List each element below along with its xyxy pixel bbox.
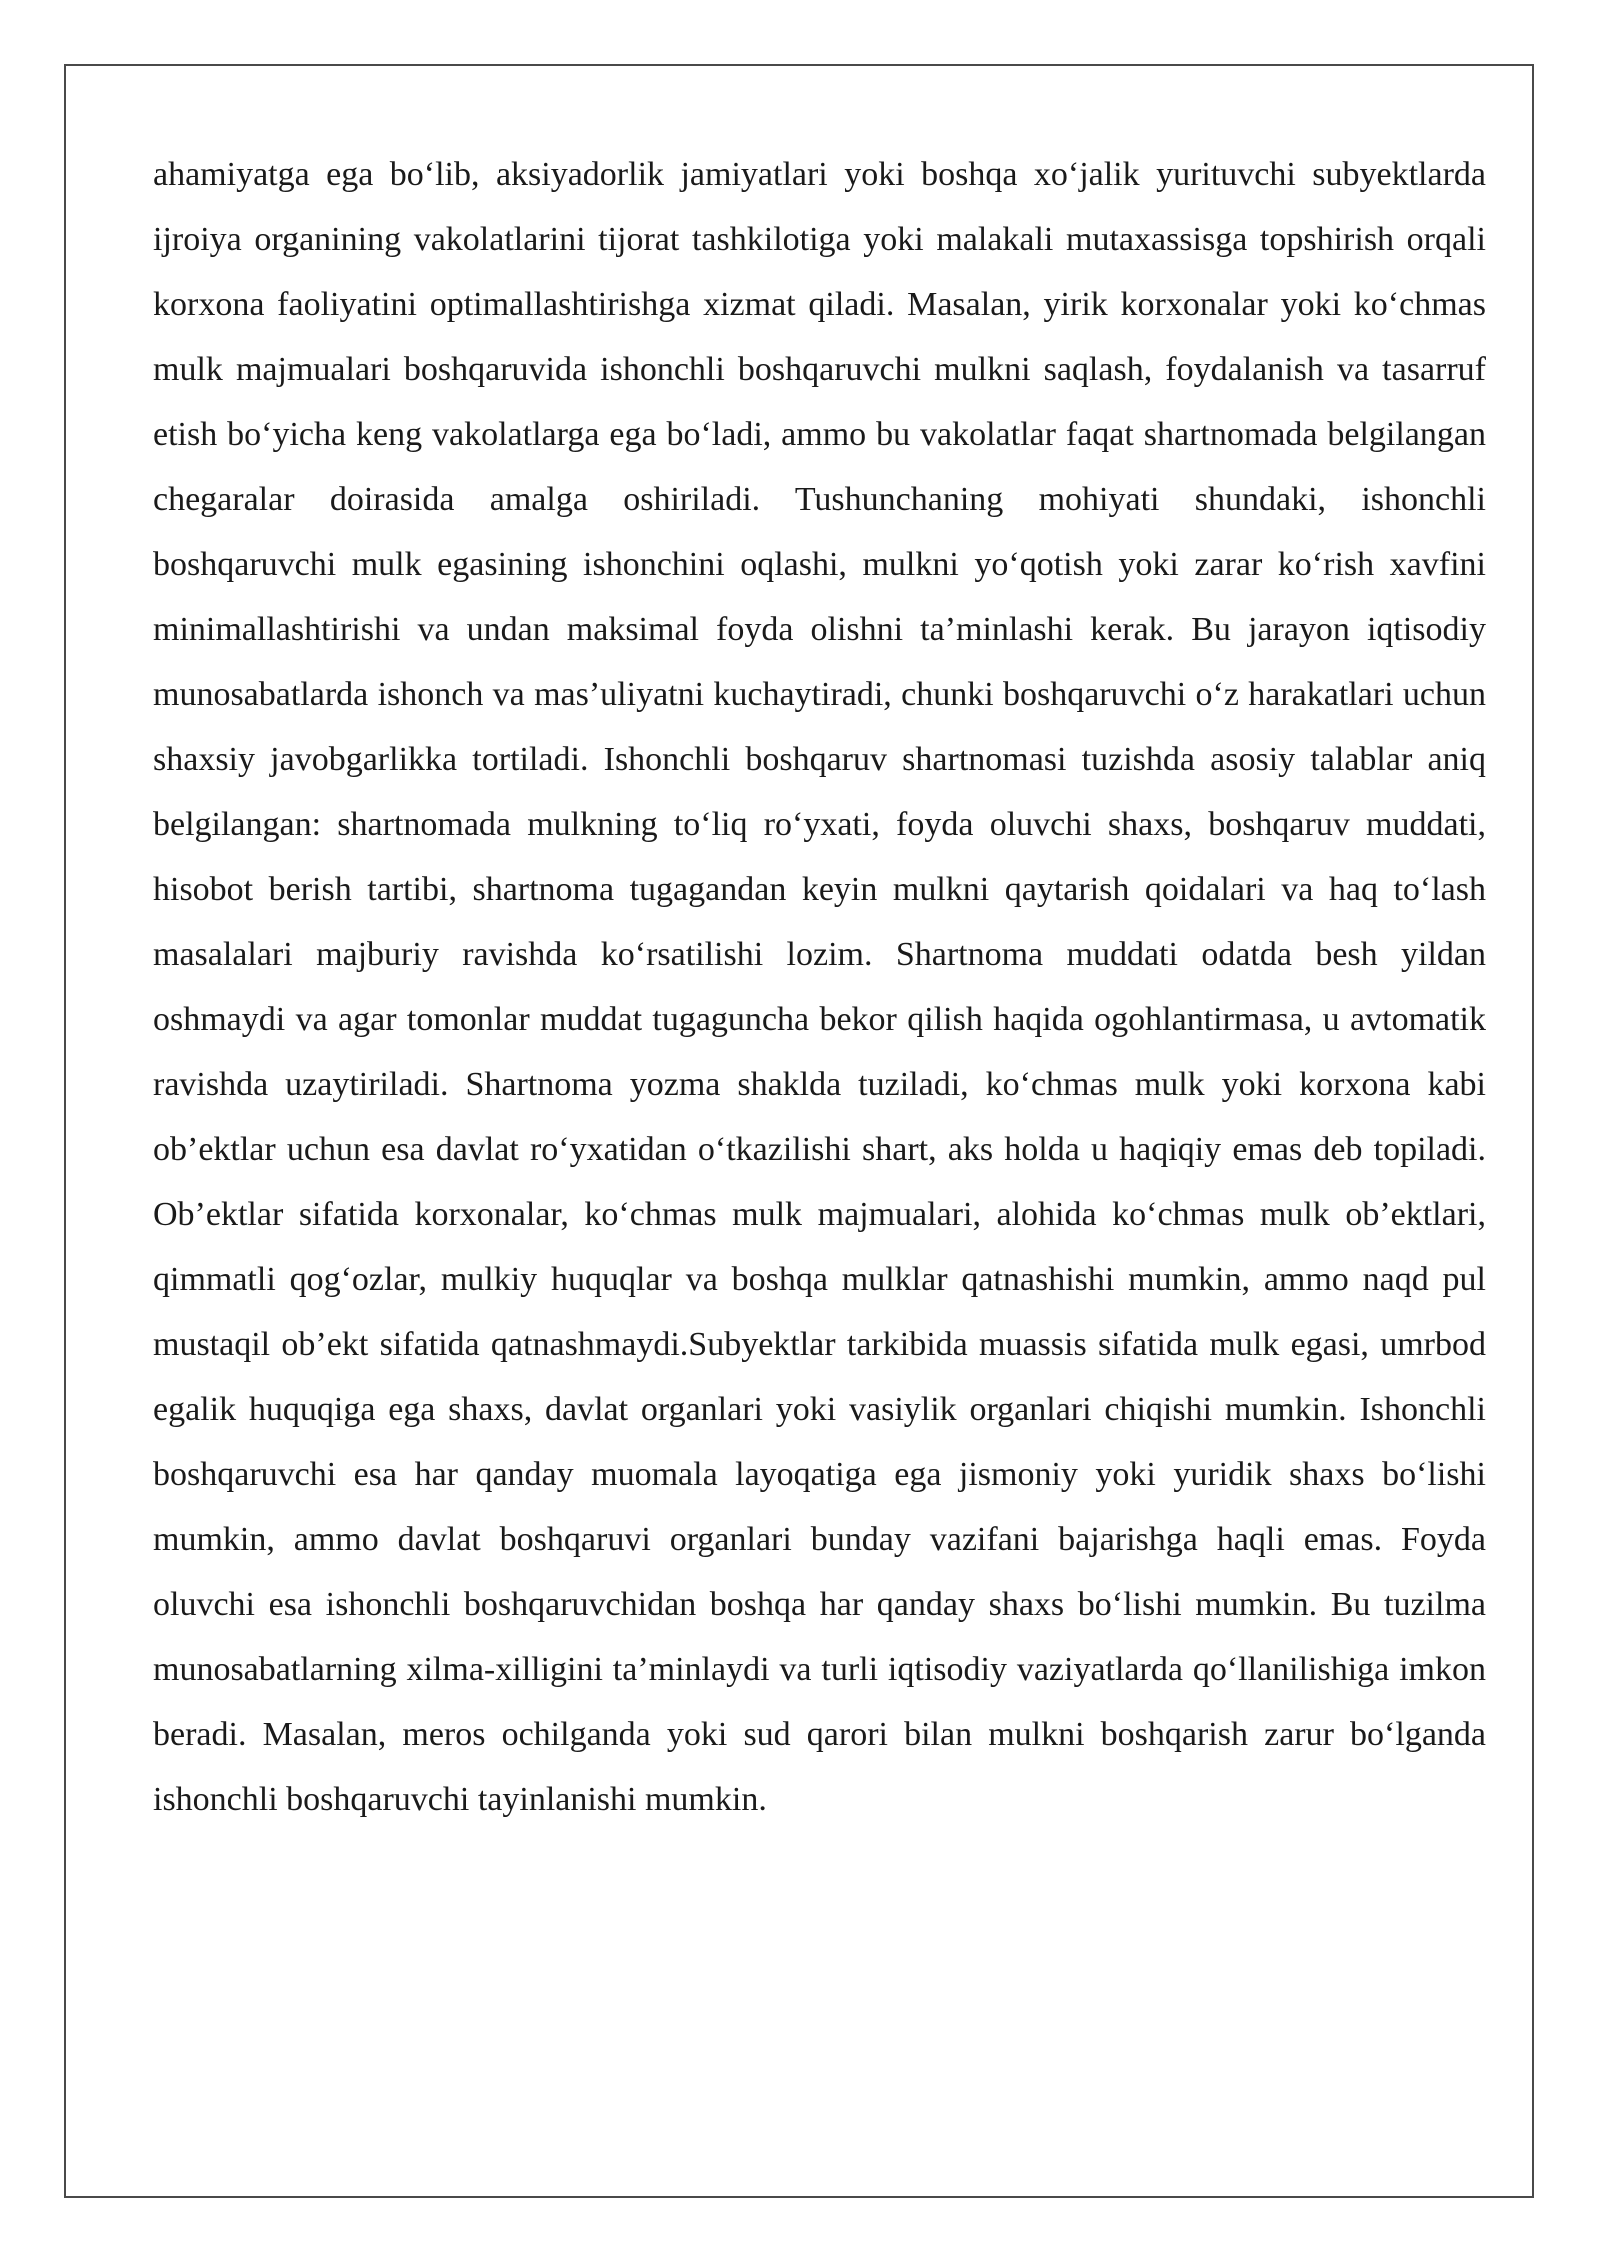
body-paragraph: ahamiyatga ega bo‘lib, aksiyadorlik jamiyatlari yoki boshqa xo‘jalik yurituvchi subyektlarda ijroiya organining vakolatlarini tijorat tashkilotiga yoki malakali mutaxassisga topshirish orqali korxona faoliyatini optimallashtirishga xizmat qiladi. Masalan, yirik korxonalar yoki ko‘chmas mulk majmualari boshqaruvida ishonchli boshqaruvchi mulkni saqlash, foydalanish va tasarruf etish bo‘yicha keng vakolatlarga ega bo‘ladi, ammo bu vakolatlar faqat shartnomada belgilangan chegaralar doirasida amalga oshiriladi. Tushunchaning mohiyati shundaki, ishonchli boshqaruvchi mulk egasining ishonchini oqlashi, mulkni yo‘qotish yoki zarar ko‘rish xavfini minimallashtirishi va undan maksimal foyda olishni ta’minlashi kerak. Bu jarayon iqtisodiy munosabatlarda ishonch va mas’uliyatni kuchaytiradi, chunki boshqaruvchi o‘z harakatlari uchun shaxsiy javobgarlikka tortiladi. Ishonchli boshqaruv shartnomasi tuzishda asosiy talablar aniq belgilangan: shartnomada mulkning to‘liq ro‘yxati, foyda oluvchi shaxs, boshqaruv muddati, hisobot berish tartibi, shartnoma tugagandan keyin mulkni qaytarish qoidalari va haq to‘lash masalalari majburiy ravishda ko‘rsatilishi lozim. Shartnoma muddati odatda besh yildan oshmaydi va agar tomonlar muddat tugaguncha bekor qilish haqida ogohlantirmasa, u avtomatik ravishda uzaytiriladi. Shartnoma yozma shaklda tuziladi, ko‘chmas mulk yoki korxona kabi ob’ektlar uchun esa davlat ro‘yxatidan o‘tkazilishi shart, aks holda u haqiqiy emas deb topiladi. Ob’ektlar sifatida korxonalar, ko‘chmas mulk majmualari, alohida ko‘chmas mulk ob’ektlari, qimmatli qog‘ozlar, mulkiy huquqlar va boshqa mulklar qatnashishi mumkin, ammo naqd pul mustaqil ob’ekt sifatida qatnashmaydi.Subyektlar tarkibida muassis sifatida mulk egasi, umrbod egalik huquqiga ega shaxs, davlat organlari yoki vasiylik organlari chiqishi mumkin. Ishonchli boshqaruvchi esa har qanday muomala layoqatiga ega jismoniy yoki yuridik shaxs bo‘lishi mumkin, ammo davlat boshqaruvi organlari bunday vazifani bajarishga haqli emas. Foyda oluvchi esa ishonchli boshqaruvchidan boshqa har qanday shaxs bo‘lishi mumkin. Bu tuzilma munosabatlarning xilma-xilligini ta’minlaydi va turli iqtisodiy vaziyatlarda qo‘llanilishiga imkon beradi. Masalan, meros ochilganda yoki sud qarori bilan mulkni boshqarish zarur bo‘lganda ishonchli boshqaruvchi tayinlanishi mumkin. bbox=[153, 156, 1486, 1818]
